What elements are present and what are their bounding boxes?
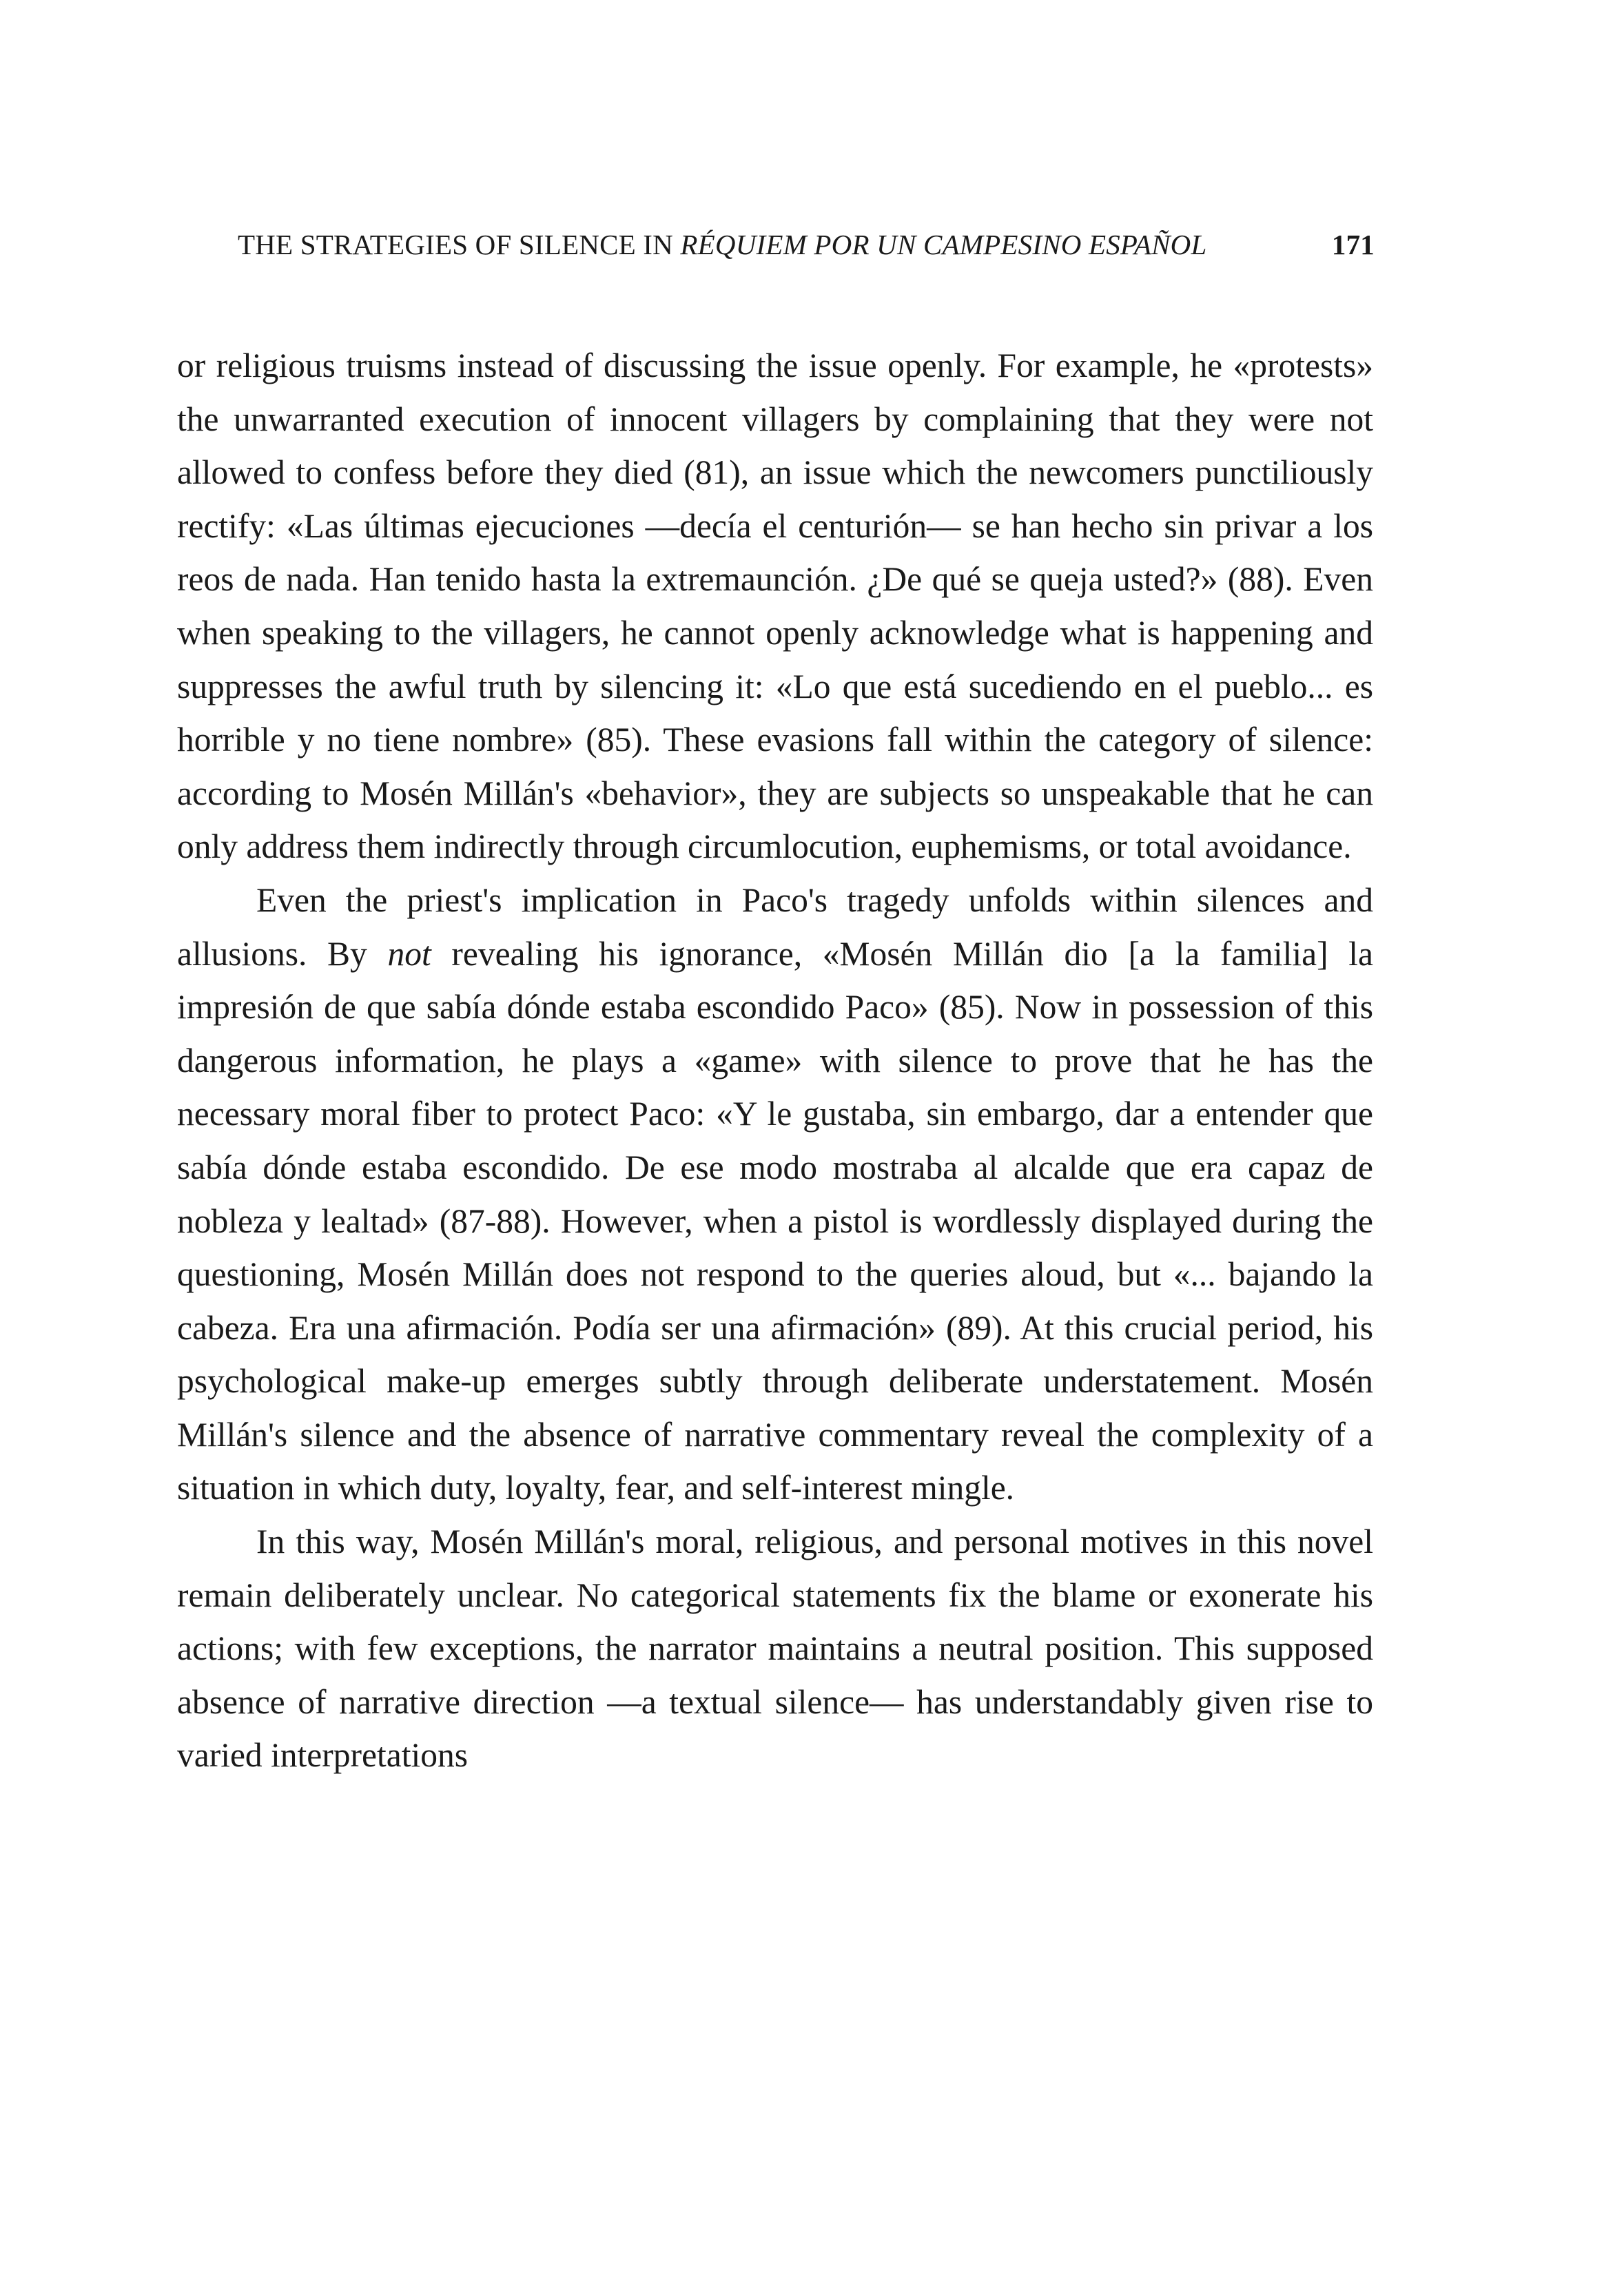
paragraph-3: In this way, Mosén Millán's moral, religious, and personal motives in this novel remain deliberately unclear. No categorical statements fix the blame or exonerate his actions; with few exceptions, the narrator maintains a neutral position. This supposed absence of narrative direction —a textual silence— has understandably given rise to varied interpretations xyxy=(177,1523,1373,1775)
running-head-title-prefix: THE STRATEGIES OF SILENCE IN xyxy=(238,229,681,260)
paragraph-2 xyxy=(177,874,1373,1515)
paragraph-2-rest: revealing his ignorance, «Mosén Millán dio [a la familia] la impresión de que sabía dónde estaba escondido Paco» (85). Now in possession of this dangerous information, he plays a «game» with silence to prove that he has the necessary moral fiber to protect Paco: «Y le gustaba, sin embargo, dar a entender que sabía dónde estaba escondido. De ese modo mostraba al alcalde que era capaz de nobleza y lealtad» (87-88). However, when a pistol is wordlessly displayed during the questioning, Mosén Millán does not respond to the queries aloud, but «... bajando la cabeza. Era una afirmación. Podía ser una afirmación» (89). At this crucial period, his psychological make-up emerges subtly through deliberate understatement. Mosén Millán's silence and the absence of narrative commentary reveal the complexity of a situation in which duty, loyalty, fear, and self-interest mingle. xyxy=(177,934,1373,1507)
running-head xyxy=(238,224,1375,265)
running-head-title-italic: RÉQUIEM POR UN CAMPESINO ESPAÑOL xyxy=(680,229,1207,260)
body-text xyxy=(177,339,1373,1782)
paragraph-2-emphasis: not xyxy=(387,934,431,973)
page-number: 171 xyxy=(1331,229,1375,260)
running-head-title xyxy=(238,224,1206,265)
paragraph-1: or religious truisms instead of discussing the issue openly. For example, he «protests» the unwarranted execution of innocent villagers by complaining that they were not allowed to confess before they died (81), an issue which the newcomers punctiliously rectify: «Las últimas ejecuciones —decía el centurión— se han hecho sin privar a los reos de nada. Han tenido hasta la extremaunción. ¿De qué se queja usted?» (88). Even when speaking to the villagers, he cannot openly acknowledge what is happening and suppresses the awful truth by silencing it: «Lo que está sucediendo en el pueblo... es horrible y no tiene nombre» (85). These evasions fall within the category of silence: according to Mosén Millán's «behavior», they are subjects so unspeakable that he can only address them indirectly through circumlocution, euphemisms, or total avoidance. xyxy=(177,347,1373,866)
paragraph-2-start: Even the priest's implication in Paco's tragedy unfolds within silences and allusions. By xyxy=(177,880,1373,973)
